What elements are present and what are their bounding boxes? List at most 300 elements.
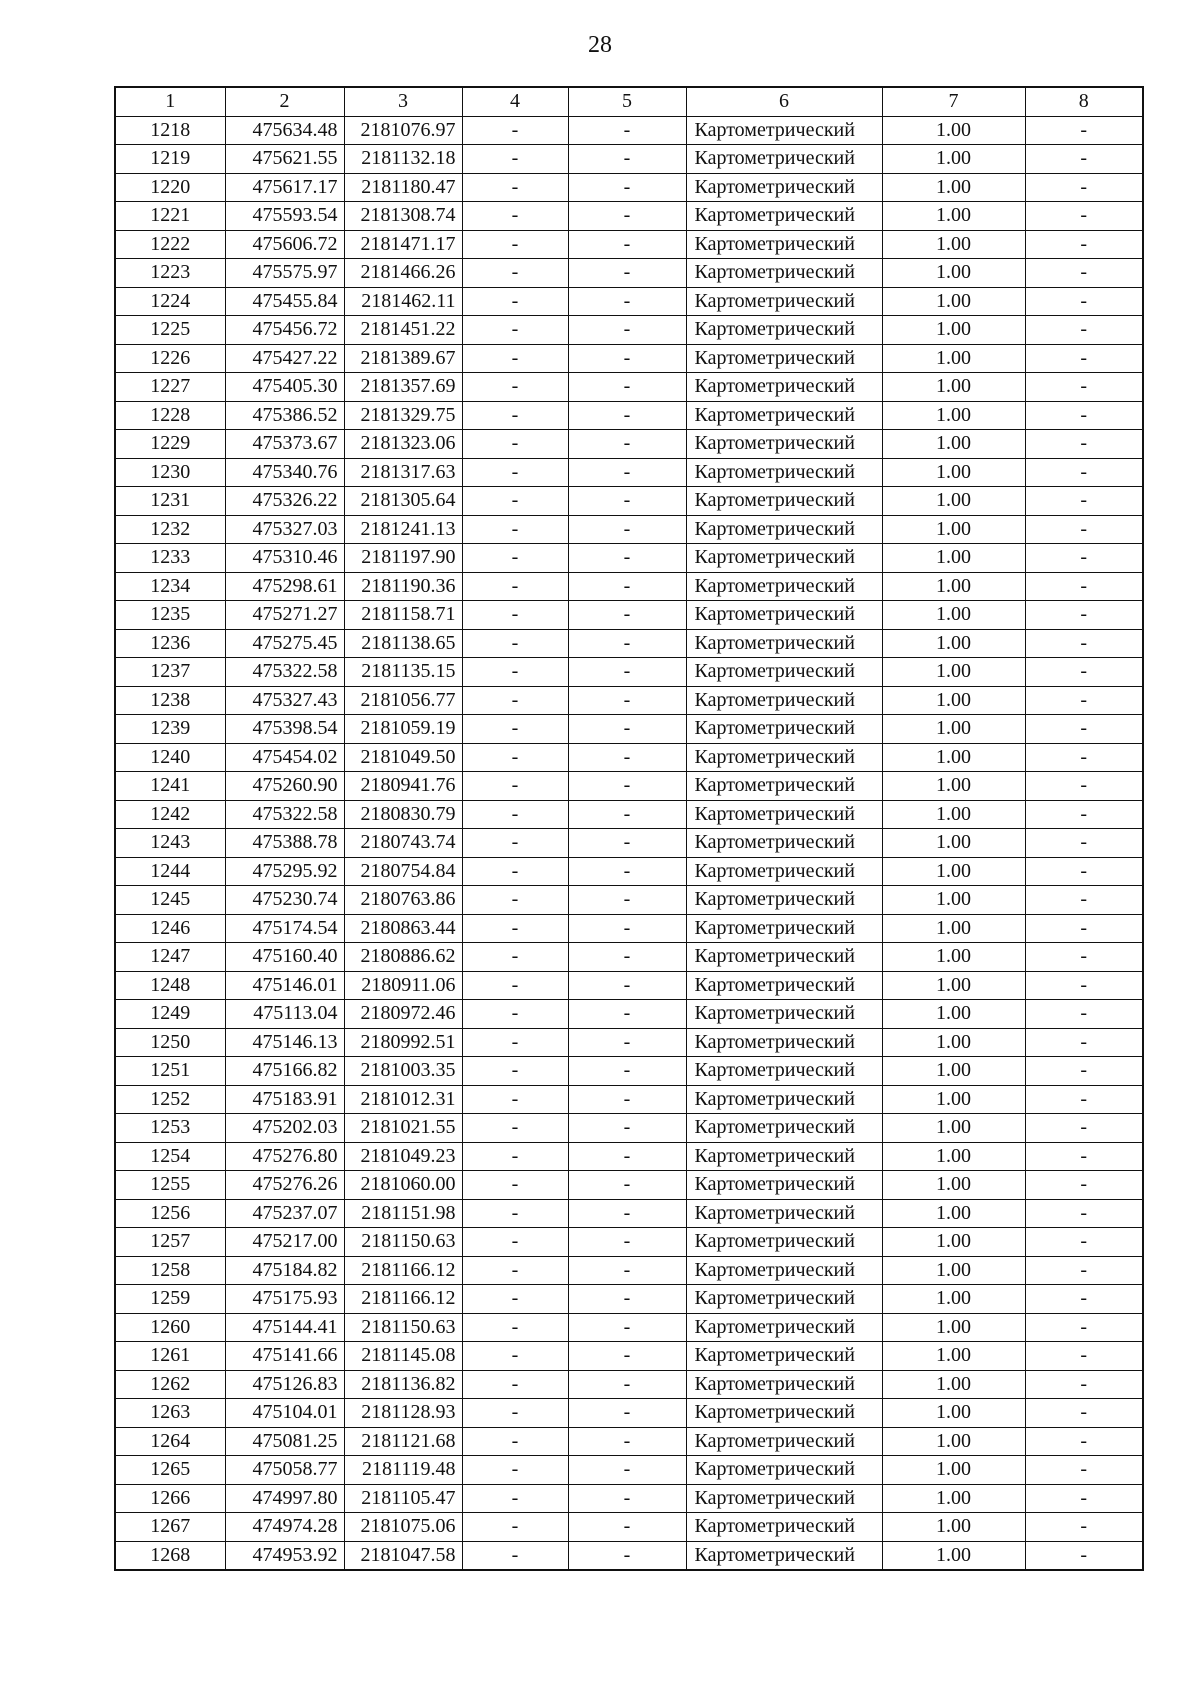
table-row: [115, 1456, 1143, 1485]
cell-col5-value: -: [568, 173, 686, 202]
cell-method: Картометрический: [686, 116, 882, 145]
cell-x-coordinate: 475166.82: [225, 1057, 344, 1086]
cell-method: Картометрический: [686, 1456, 882, 1485]
cell-x-coordinate: 475388.78: [225, 829, 344, 858]
cell-col4-value: -: [462, 743, 568, 772]
table-row: [115, 145, 1143, 174]
cell-point-number: 1218: [115, 116, 225, 145]
table-row: [115, 544, 1143, 573]
cell-point-number: 1239: [115, 715, 225, 744]
cell-col4-value: -: [462, 857, 568, 886]
cell-col5-value: -: [568, 1114, 686, 1143]
cell-y-coordinate: 2181151.98: [344, 1199, 462, 1228]
cell-accuracy: 1.00: [882, 287, 1025, 316]
cell-col8-value: -: [1025, 145, 1143, 174]
cell-col4-value: -: [462, 829, 568, 858]
cell-method: Картометрический: [686, 1199, 882, 1228]
cell-method: Картометрический: [686, 1313, 882, 1342]
cell-x-coordinate: 475454.02: [225, 743, 344, 772]
cell-col5-value: -: [568, 914, 686, 943]
cell-col4-value: -: [462, 116, 568, 145]
cell-point-number: 1244: [115, 857, 225, 886]
cell-col4-value: -: [462, 1000, 568, 1029]
cell-col5-value: -: [568, 401, 686, 430]
table-row: [115, 1313, 1143, 1342]
cell-y-coordinate: 2181166.12: [344, 1256, 462, 1285]
cell-accuracy: 1.00: [882, 430, 1025, 459]
cell-col4-value: -: [462, 971, 568, 1000]
cell-point-number: 1252: [115, 1085, 225, 1114]
cell-point-number: 1237: [115, 658, 225, 687]
cell-y-coordinate: 2181462.11: [344, 287, 462, 316]
table-row: [115, 886, 1143, 915]
cell-y-coordinate: 2181121.68: [344, 1427, 462, 1456]
cell-col4-value: -: [462, 515, 568, 544]
cell-method: Картометрический: [686, 1114, 882, 1143]
cell-x-coordinate: 475126.83: [225, 1370, 344, 1399]
table-row: [115, 800, 1143, 829]
cell-y-coordinate: 2181389.67: [344, 344, 462, 373]
cell-col4-value: -: [462, 943, 568, 972]
cell-col8-value: -: [1025, 1399, 1143, 1428]
cell-accuracy: 1.00: [882, 1370, 1025, 1399]
cell-col5-value: -: [568, 145, 686, 174]
cell-y-coordinate: 2181059.19: [344, 715, 462, 744]
cell-col8-value: -: [1025, 1342, 1143, 1371]
cell-col5-value: -: [568, 1199, 686, 1228]
cell-col5-value: -: [568, 629, 686, 658]
cell-y-coordinate: 2181150.63: [344, 1228, 462, 1257]
cell-accuracy: 1.00: [882, 259, 1025, 288]
cell-method: Картометрический: [686, 1427, 882, 1456]
cell-col5-value: -: [568, 487, 686, 516]
cell-x-coordinate: 475184.82: [225, 1256, 344, 1285]
cell-col5-value: -: [568, 1085, 686, 1114]
cell-accuracy: 1.00: [882, 458, 1025, 487]
cell-col8-value: -: [1025, 173, 1143, 202]
cell-col8-value: -: [1025, 373, 1143, 402]
cell-col8-value: -: [1025, 287, 1143, 316]
table-row: [115, 230, 1143, 259]
table-row: [115, 316, 1143, 345]
table-row: [115, 1057, 1143, 1086]
cell-col4-value: -: [462, 1342, 568, 1371]
cell-accuracy: 1.00: [882, 515, 1025, 544]
table-row: [115, 430, 1143, 459]
cell-col4-value: -: [462, 1484, 568, 1513]
table-row: [115, 1028, 1143, 1057]
table-row: [115, 1085, 1143, 1114]
table-row: [115, 572, 1143, 601]
cell-y-coordinate: 2180830.79: [344, 800, 462, 829]
table-row: [115, 914, 1143, 943]
cell-x-coordinate: 475298.61: [225, 572, 344, 601]
table-row: [115, 259, 1143, 288]
table-row: [115, 1541, 1143, 1570]
cell-accuracy: 1.00: [882, 971, 1025, 1000]
cell-method: Картометрический: [686, 1228, 882, 1257]
cell-col4-value: -: [462, 1114, 568, 1143]
cell-point-number: 1241: [115, 772, 225, 801]
cell-col5-value: -: [568, 1000, 686, 1029]
cell-col5-value: -: [568, 857, 686, 886]
cell-col4-value: -: [462, 658, 568, 687]
table-row: [115, 943, 1143, 972]
cell-col8-value: -: [1025, 1114, 1143, 1143]
cell-y-coordinate: 2181060.00: [344, 1171, 462, 1200]
cell-col4-value: -: [462, 1057, 568, 1086]
cell-y-coordinate: 2181197.90: [344, 544, 462, 573]
table-row: [115, 287, 1143, 316]
cell-col5-value: -: [568, 1427, 686, 1456]
cell-col4-value: -: [462, 373, 568, 402]
cell-method: Картометрический: [686, 572, 882, 601]
cell-x-coordinate: 475295.92: [225, 857, 344, 886]
cell-x-coordinate: 475373.67: [225, 430, 344, 459]
cell-point-number: 1246: [115, 914, 225, 943]
cell-col4-value: -: [462, 1285, 568, 1314]
cell-col8-value: -: [1025, 829, 1143, 858]
cell-point-number: 1256: [115, 1199, 225, 1228]
cell-col5-value: -: [568, 715, 686, 744]
cell-method: Картометрический: [686, 829, 882, 858]
cell-x-coordinate: 475175.93: [225, 1285, 344, 1314]
cell-col5-value: -: [568, 1484, 686, 1513]
cell-point-number: 1225: [115, 316, 225, 345]
cell-col4-value: -: [462, 544, 568, 573]
cell-accuracy: 1.00: [882, 772, 1025, 801]
cell-accuracy: 1.00: [882, 1256, 1025, 1285]
cell-method: Картометрический: [686, 1541, 882, 1570]
cell-col5-value: -: [568, 1370, 686, 1399]
cell-method: Картометрический: [686, 1171, 882, 1200]
cell-y-coordinate: 2181308.74: [344, 202, 462, 231]
cell-accuracy: 1.00: [882, 173, 1025, 202]
cell-accuracy: 1.00: [882, 943, 1025, 972]
cell-col5-value: -: [568, 344, 686, 373]
table-row: [115, 629, 1143, 658]
cell-x-coordinate: 475322.58: [225, 800, 344, 829]
cell-method: Картометрический: [686, 1256, 882, 1285]
cell-col5-value: -: [568, 1057, 686, 1086]
cell-y-coordinate: 2181471.17: [344, 230, 462, 259]
cell-point-number: 1261: [115, 1342, 225, 1371]
cell-col8-value: -: [1025, 1028, 1143, 1057]
cell-col8-value: -: [1025, 1057, 1143, 1086]
cell-x-coordinate: 475271.27: [225, 601, 344, 630]
column-header-3: 3: [344, 87, 462, 116]
cell-y-coordinate: 2181145.08: [344, 1342, 462, 1371]
cell-y-coordinate: 2180941.76: [344, 772, 462, 801]
cell-col8-value: -: [1025, 259, 1143, 288]
cell-method: Картометрический: [686, 1028, 882, 1057]
column-header-1: 1: [115, 87, 225, 116]
cell-col4-value: -: [462, 686, 568, 715]
table-row: [115, 1427, 1143, 1456]
cell-accuracy: 1.00: [882, 572, 1025, 601]
cell-col8-value: -: [1025, 344, 1143, 373]
cell-method: Картометрический: [686, 344, 882, 373]
cell-col8-value: -: [1025, 629, 1143, 658]
cell-col4-value: -: [462, 715, 568, 744]
cell-method: Картометрический: [686, 686, 882, 715]
cell-point-number: 1250: [115, 1028, 225, 1057]
cell-col8-value: -: [1025, 601, 1143, 630]
cell-y-coordinate: 2181138.65: [344, 629, 462, 658]
cell-col4-value: -: [462, 914, 568, 943]
cell-method: Картометрический: [686, 230, 882, 259]
cell-x-coordinate: 475617.17: [225, 173, 344, 202]
cell-point-number: 1253: [115, 1114, 225, 1143]
cell-method: Картометрический: [686, 800, 882, 829]
cell-y-coordinate: 2181357.69: [344, 373, 462, 402]
cell-point-number: 1268: [115, 1541, 225, 1570]
page-number: 28: [588, 32, 612, 58]
cell-y-coordinate: 2181135.15: [344, 658, 462, 687]
cell-point-number: 1230: [115, 458, 225, 487]
cell-accuracy: 1.00: [882, 1427, 1025, 1456]
cell-point-number: 1251: [115, 1057, 225, 1086]
cell-accuracy: 1.00: [882, 202, 1025, 231]
cell-accuracy: 1.00: [882, 1484, 1025, 1513]
table-row: [115, 1171, 1143, 1200]
cell-x-coordinate: 474997.80: [225, 1484, 344, 1513]
cell-col8-value: -: [1025, 943, 1143, 972]
cell-col4-value: -: [462, 1171, 568, 1200]
cell-point-number: 1232: [115, 515, 225, 544]
cell-accuracy: 1.00: [882, 145, 1025, 174]
cell-accuracy: 1.00: [882, 1171, 1025, 1200]
cell-method: Картометрический: [686, 373, 882, 402]
cell-x-coordinate: 475322.58: [225, 658, 344, 687]
cell-col4-value: -: [462, 886, 568, 915]
cell-col8-value: -: [1025, 572, 1143, 601]
cell-y-coordinate: 2181049.50: [344, 743, 462, 772]
cell-accuracy: 1.00: [882, 1142, 1025, 1171]
cell-col8-value: -: [1025, 886, 1143, 915]
cell-accuracy: 1.00: [882, 1057, 1025, 1086]
cell-y-coordinate: 2181466.26: [344, 259, 462, 288]
cell-col4-value: -: [462, 800, 568, 829]
cell-point-number: 1248: [115, 971, 225, 1000]
cell-y-coordinate: 2181056.77: [344, 686, 462, 715]
table-row: [115, 1342, 1143, 1371]
cell-point-number: 1255: [115, 1171, 225, 1200]
cell-col5-value: -: [568, 1513, 686, 1542]
cell-point-number: 1226: [115, 344, 225, 373]
cell-y-coordinate: 2180754.84: [344, 857, 462, 886]
cell-col4-value: -: [462, 1085, 568, 1114]
cell-point-number: 1258: [115, 1256, 225, 1285]
cell-col8-value: -: [1025, 458, 1143, 487]
cell-col8-value: -: [1025, 914, 1143, 943]
cell-point-number: 1242: [115, 800, 225, 829]
cell-x-coordinate: 475276.26: [225, 1171, 344, 1200]
cell-col8-value: -: [1025, 316, 1143, 345]
cell-col8-value: -: [1025, 430, 1143, 459]
cell-col4-value: -: [462, 1199, 568, 1228]
cell-accuracy: 1.00: [882, 1028, 1025, 1057]
cell-col5-value: -: [568, 886, 686, 915]
cell-col8-value: -: [1025, 772, 1143, 801]
cell-col5-value: -: [568, 458, 686, 487]
cell-y-coordinate: 2181021.55: [344, 1114, 462, 1143]
cell-method: Картометрический: [686, 1342, 882, 1371]
cell-accuracy: 1.00: [882, 316, 1025, 345]
cell-method: Картометрический: [686, 943, 882, 972]
cell-y-coordinate: 2181128.93: [344, 1399, 462, 1428]
cell-col8-value: -: [1025, 1256, 1143, 1285]
cell-y-coordinate: 2181105.47: [344, 1484, 462, 1513]
cell-y-coordinate: 2181305.64: [344, 487, 462, 516]
cell-col4-value: -: [462, 1028, 568, 1057]
table-row: [115, 458, 1143, 487]
cell-col8-value: -: [1025, 487, 1143, 516]
cell-col5-value: -: [568, 1228, 686, 1257]
cell-col4-value: -: [462, 629, 568, 658]
cell-point-number: 1235: [115, 601, 225, 630]
cell-col4-value: -: [462, 230, 568, 259]
cell-x-coordinate: 475405.30: [225, 373, 344, 402]
coordinates-table: [114, 86, 1144, 1571]
cell-point-number: 1228: [115, 401, 225, 430]
cell-col5-value: -: [568, 1256, 686, 1285]
cell-point-number: 1245: [115, 886, 225, 915]
table-row: [115, 1513, 1143, 1542]
cell-col4-value: -: [462, 772, 568, 801]
cell-accuracy: 1.00: [882, 344, 1025, 373]
cell-col8-value: -: [1025, 202, 1143, 231]
cell-col8-value: -: [1025, 1427, 1143, 1456]
cell-accuracy: 1.00: [882, 230, 1025, 259]
cell-method: Картометрический: [686, 1484, 882, 1513]
cell-col8-value: -: [1025, 401, 1143, 430]
cell-method: Картометрический: [686, 316, 882, 345]
table-row: [115, 743, 1143, 772]
cell-col5-value: -: [568, 686, 686, 715]
cell-point-number: 1227: [115, 373, 225, 402]
cell-x-coordinate: 475327.43: [225, 686, 344, 715]
cell-point-number: 1234: [115, 572, 225, 601]
cell-accuracy: 1.00: [882, 1541, 1025, 1570]
table-row: [115, 857, 1143, 886]
cell-accuracy: 1.00: [882, 1513, 1025, 1542]
cell-point-number: 1222: [115, 230, 225, 259]
column-header-4: 4: [462, 87, 568, 116]
cell-method: Картометрический: [686, 857, 882, 886]
cell-col5-value: -: [568, 1399, 686, 1428]
cell-accuracy: 1.00: [882, 743, 1025, 772]
cell-y-coordinate: 2181049.23: [344, 1142, 462, 1171]
table-row: [115, 715, 1143, 744]
cell-x-coordinate: 475386.52: [225, 401, 344, 430]
cell-method: Картометрический: [686, 772, 882, 801]
cell-y-coordinate: 2180992.51: [344, 1028, 462, 1057]
cell-col4-value: -: [462, 601, 568, 630]
cell-method: Картометрический: [686, 259, 882, 288]
cell-accuracy: 1.00: [882, 601, 1025, 630]
cell-method: Картометрический: [686, 601, 882, 630]
cell-accuracy: 1.00: [882, 857, 1025, 886]
cell-col8-value: -: [1025, 515, 1143, 544]
cell-col5-value: -: [568, 373, 686, 402]
cell-y-coordinate: 2180911.06: [344, 971, 462, 1000]
cell-y-coordinate: 2180743.74: [344, 829, 462, 858]
cell-col5-value: -: [568, 1285, 686, 1314]
cell-col8-value: -: [1025, 1285, 1143, 1314]
cell-col4-value: -: [462, 344, 568, 373]
cell-y-coordinate: 2181166.12: [344, 1285, 462, 1314]
cell-accuracy: 1.00: [882, 1228, 1025, 1257]
cell-col5-value: -: [568, 316, 686, 345]
cell-col5-value: -: [568, 743, 686, 772]
cell-col8-value: -: [1025, 1541, 1143, 1570]
cell-accuracy: 1.00: [882, 1456, 1025, 1485]
cell-x-coordinate: 475183.91: [225, 1085, 344, 1114]
cell-col5-value: -: [568, 658, 686, 687]
cell-y-coordinate: 2181076.97: [344, 116, 462, 145]
cell-y-coordinate: 2181136.82: [344, 1370, 462, 1399]
cell-col4-value: -: [462, 1456, 568, 1485]
cell-point-number: 1266: [115, 1484, 225, 1513]
cell-method: Картометрический: [686, 145, 882, 174]
cell-col8-value: -: [1025, 1484, 1143, 1513]
cell-col5-value: -: [568, 1342, 686, 1371]
cell-col4-value: -: [462, 401, 568, 430]
cell-y-coordinate: 2180972.46: [344, 1000, 462, 1029]
table-row: [115, 971, 1143, 1000]
cell-method: Картометрический: [686, 1370, 882, 1399]
cell-col4-value: -: [462, 259, 568, 288]
cell-point-number: 1249: [115, 1000, 225, 1029]
cell-col5-value: -: [568, 772, 686, 801]
cell-y-coordinate: 2181003.35: [344, 1057, 462, 1086]
cell-col5-value: -: [568, 943, 686, 972]
table-row: [115, 1228, 1143, 1257]
cell-col8-value: -: [1025, 1456, 1143, 1485]
cell-col8-value: -: [1025, 800, 1143, 829]
table-header-row: [115, 87, 1143, 116]
cell-accuracy: 1.00: [882, 886, 1025, 915]
cell-method: Картометрический: [686, 743, 882, 772]
table-row: [115, 686, 1143, 715]
cell-y-coordinate: 2181329.75: [344, 401, 462, 430]
cell-col5-value: -: [568, 800, 686, 829]
cell-col4-value: -: [462, 173, 568, 202]
table-row: [115, 202, 1143, 231]
cell-x-coordinate: 474974.28: [225, 1513, 344, 1542]
cell-col4-value: -: [462, 287, 568, 316]
table-row: [115, 1000, 1143, 1029]
cell-point-number: 1257: [115, 1228, 225, 1257]
cell-method: Картометрический: [686, 544, 882, 573]
cell-col8-value: -: [1025, 1199, 1143, 1228]
table-row: [115, 344, 1143, 373]
cell-point-number: 1264: [115, 1427, 225, 1456]
table-row: [115, 601, 1143, 630]
cell-point-number: 1260: [115, 1313, 225, 1342]
cell-accuracy: 1.00: [882, 1342, 1025, 1371]
table-body: [115, 116, 1143, 1570]
cell-col8-value: -: [1025, 857, 1143, 886]
cell-col4-value: -: [462, 1228, 568, 1257]
cell-accuracy: 1.00: [882, 1114, 1025, 1143]
cell-col5-value: -: [568, 1313, 686, 1342]
table-row: [115, 1484, 1143, 1513]
cell-method: Картометрический: [686, 971, 882, 1000]
cell-accuracy: 1.00: [882, 373, 1025, 402]
cell-x-coordinate: 475398.54: [225, 715, 344, 744]
